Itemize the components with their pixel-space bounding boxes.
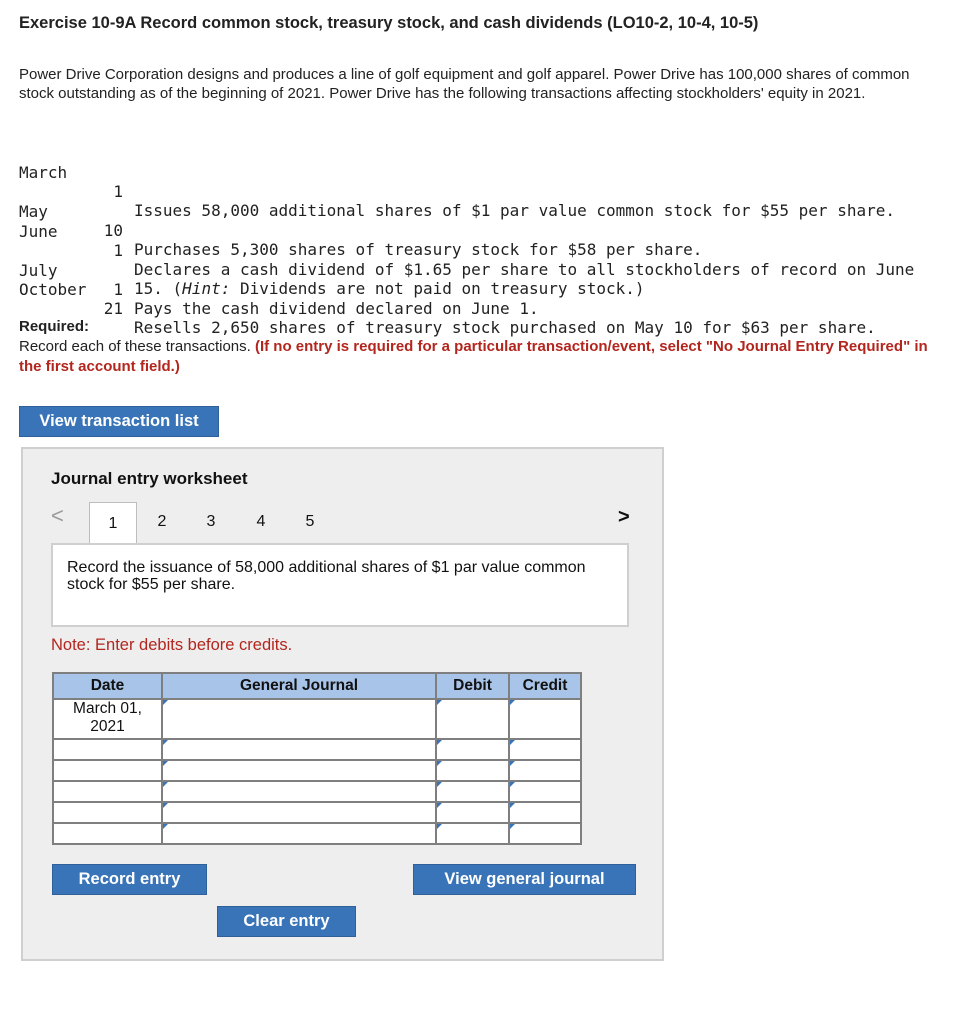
account-cell[interactable]: [162, 802, 436, 823]
column-header-debit: Debit: [436, 673, 509, 699]
transaction-day: 10: [103, 221, 123, 240]
date-cell: March 01, 2021: [53, 699, 162, 739]
worksheet-title: Journal entry worksheet: [51, 469, 248, 488]
view-transaction-list-button[interactable]: View transaction list: [19, 406, 219, 437]
table-row: [53, 699, 581, 739]
credit-cell[interactable]: [509, 823, 581, 844]
date-cell: [53, 823, 162, 844]
record-entry-button[interactable]: Record entry: [52, 864, 207, 895]
account-cell[interactable]: [162, 760, 436, 781]
debit-cell[interactable]: [436, 802, 509, 823]
debit-cell[interactable]: [436, 823, 509, 844]
intro-paragraph: Power Drive Corporation designs and produces a line of golf equipment and golf apparel. Power Drive has 100,000 shares of common stock outstanding as of the beginning of 2021. Power Drive has the following transactions affecting stockholders' equity in 2021.: [19, 66, 910, 102]
transaction-month: July: [19, 260, 58, 280]
entry-description-box: [51, 543, 629, 627]
credit-cell[interactable]: [509, 781, 581, 802]
date-cell: [53, 802, 162, 823]
account-cell[interactable]: [162, 781, 436, 802]
debit-cell[interactable]: [436, 781, 509, 802]
credit-cell[interactable]: [509, 739, 581, 760]
account-cell[interactable]: [162, 699, 436, 739]
credit-cell[interactable]: [509, 760, 581, 781]
journal-worksheet-panel: [21, 447, 664, 961]
view-general-journal-button[interactable]: View general journal: [413, 864, 636, 895]
transaction-text-part: Dividends are not paid on treasury stock.): [230, 279, 645, 298]
required-note: (If no entry is required for a particular transaction/event, select "No Journal Entry Required" in the first account field.): [19, 338, 928, 375]
transaction-month: March: [19, 163, 68, 182]
transaction-text-part: Declares a cash dividend of $1.65 per share to all stockholders of record on June 15. (: [134, 259, 915, 298]
transaction-text: Pays the cash dividend declared on June 1.: [134, 298, 539, 318]
date-cell: [53, 739, 162, 760]
required-text: [19, 337, 939, 376]
transaction-month: October: [19, 280, 87, 299]
transaction-day: 1: [113, 279, 123, 299]
debit-cell[interactable]: [436, 739, 509, 760]
table-row: [53, 823, 581, 844]
transaction-day: 21: [103, 299, 123, 318]
credit-cell[interactable]: [509, 802, 581, 823]
table-row: [53, 802, 581, 823]
page-tab-1[interactable]: 1: [89, 502, 137, 544]
required-instruction: Record each of these transactions.: [19, 338, 251, 355]
date-cell: [53, 781, 162, 802]
column-header-date: Date: [53, 673, 162, 699]
required-heading: Required:: [19, 318, 90, 335]
credit-cell[interactable]: [509, 699, 581, 739]
journal-table: [52, 672, 582, 845]
transaction-month: May: [19, 202, 48, 221]
page-tab-2[interactable]: 2: [157, 513, 167, 530]
transaction-text: Purchases 5,300 shares of treasury stock for $58 per share.: [134, 240, 703, 259]
page-tab-4[interactable]: 4: [256, 513, 266, 530]
column-header-general-journal: General Journal: [162, 673, 436, 699]
transaction-day: 1: [113, 240, 123, 260]
table-row: [53, 781, 581, 802]
transaction-month: June: [19, 221, 58, 241]
account-cell[interactable]: [162, 823, 436, 844]
column-header-credit: Credit: [509, 673, 581, 699]
transaction-text: [134, 260, 924, 299]
page-tab-5[interactable]: 5: [305, 513, 315, 530]
page-tab-3[interactable]: 3: [206, 513, 216, 530]
table-row: [53, 739, 581, 760]
chevron-right-icon[interactable]: >: [618, 506, 630, 528]
transaction-text: Issues 58,000 additional shares of $1 par value common stock for $55 per share.: [134, 201, 895, 220]
exercise-title: Exercise 10-9A Record common stock, treasury stock, and cash dividends (LO10-2, 10-4, 10-5): [19, 14, 759, 32]
date-cell: [53, 760, 162, 781]
transaction-day: 1: [113, 182, 123, 201]
debit-cell[interactable]: [436, 760, 509, 781]
entry-description: Record the issuance of 58,000 additional shares of $1 par value common stock for $55 per share.: [67, 559, 586, 593]
debit-cell[interactable]: [436, 699, 509, 739]
clear-entry-button[interactable]: Clear entry: [217, 906, 356, 937]
table-row: [53, 760, 581, 781]
debits-note: Note: Enter debits before credits.: [51, 636, 293, 654]
account-cell[interactable]: [162, 739, 436, 760]
journal-header-row: [53, 673, 581, 699]
hint-label: Hint:: [182, 279, 231, 298]
chevron-left-icon[interactable]: <: [51, 503, 64, 528]
transaction-text: Resells 2,650 shares of treasury stock purchased on May 10 for $63 per share.: [134, 318, 876, 337]
